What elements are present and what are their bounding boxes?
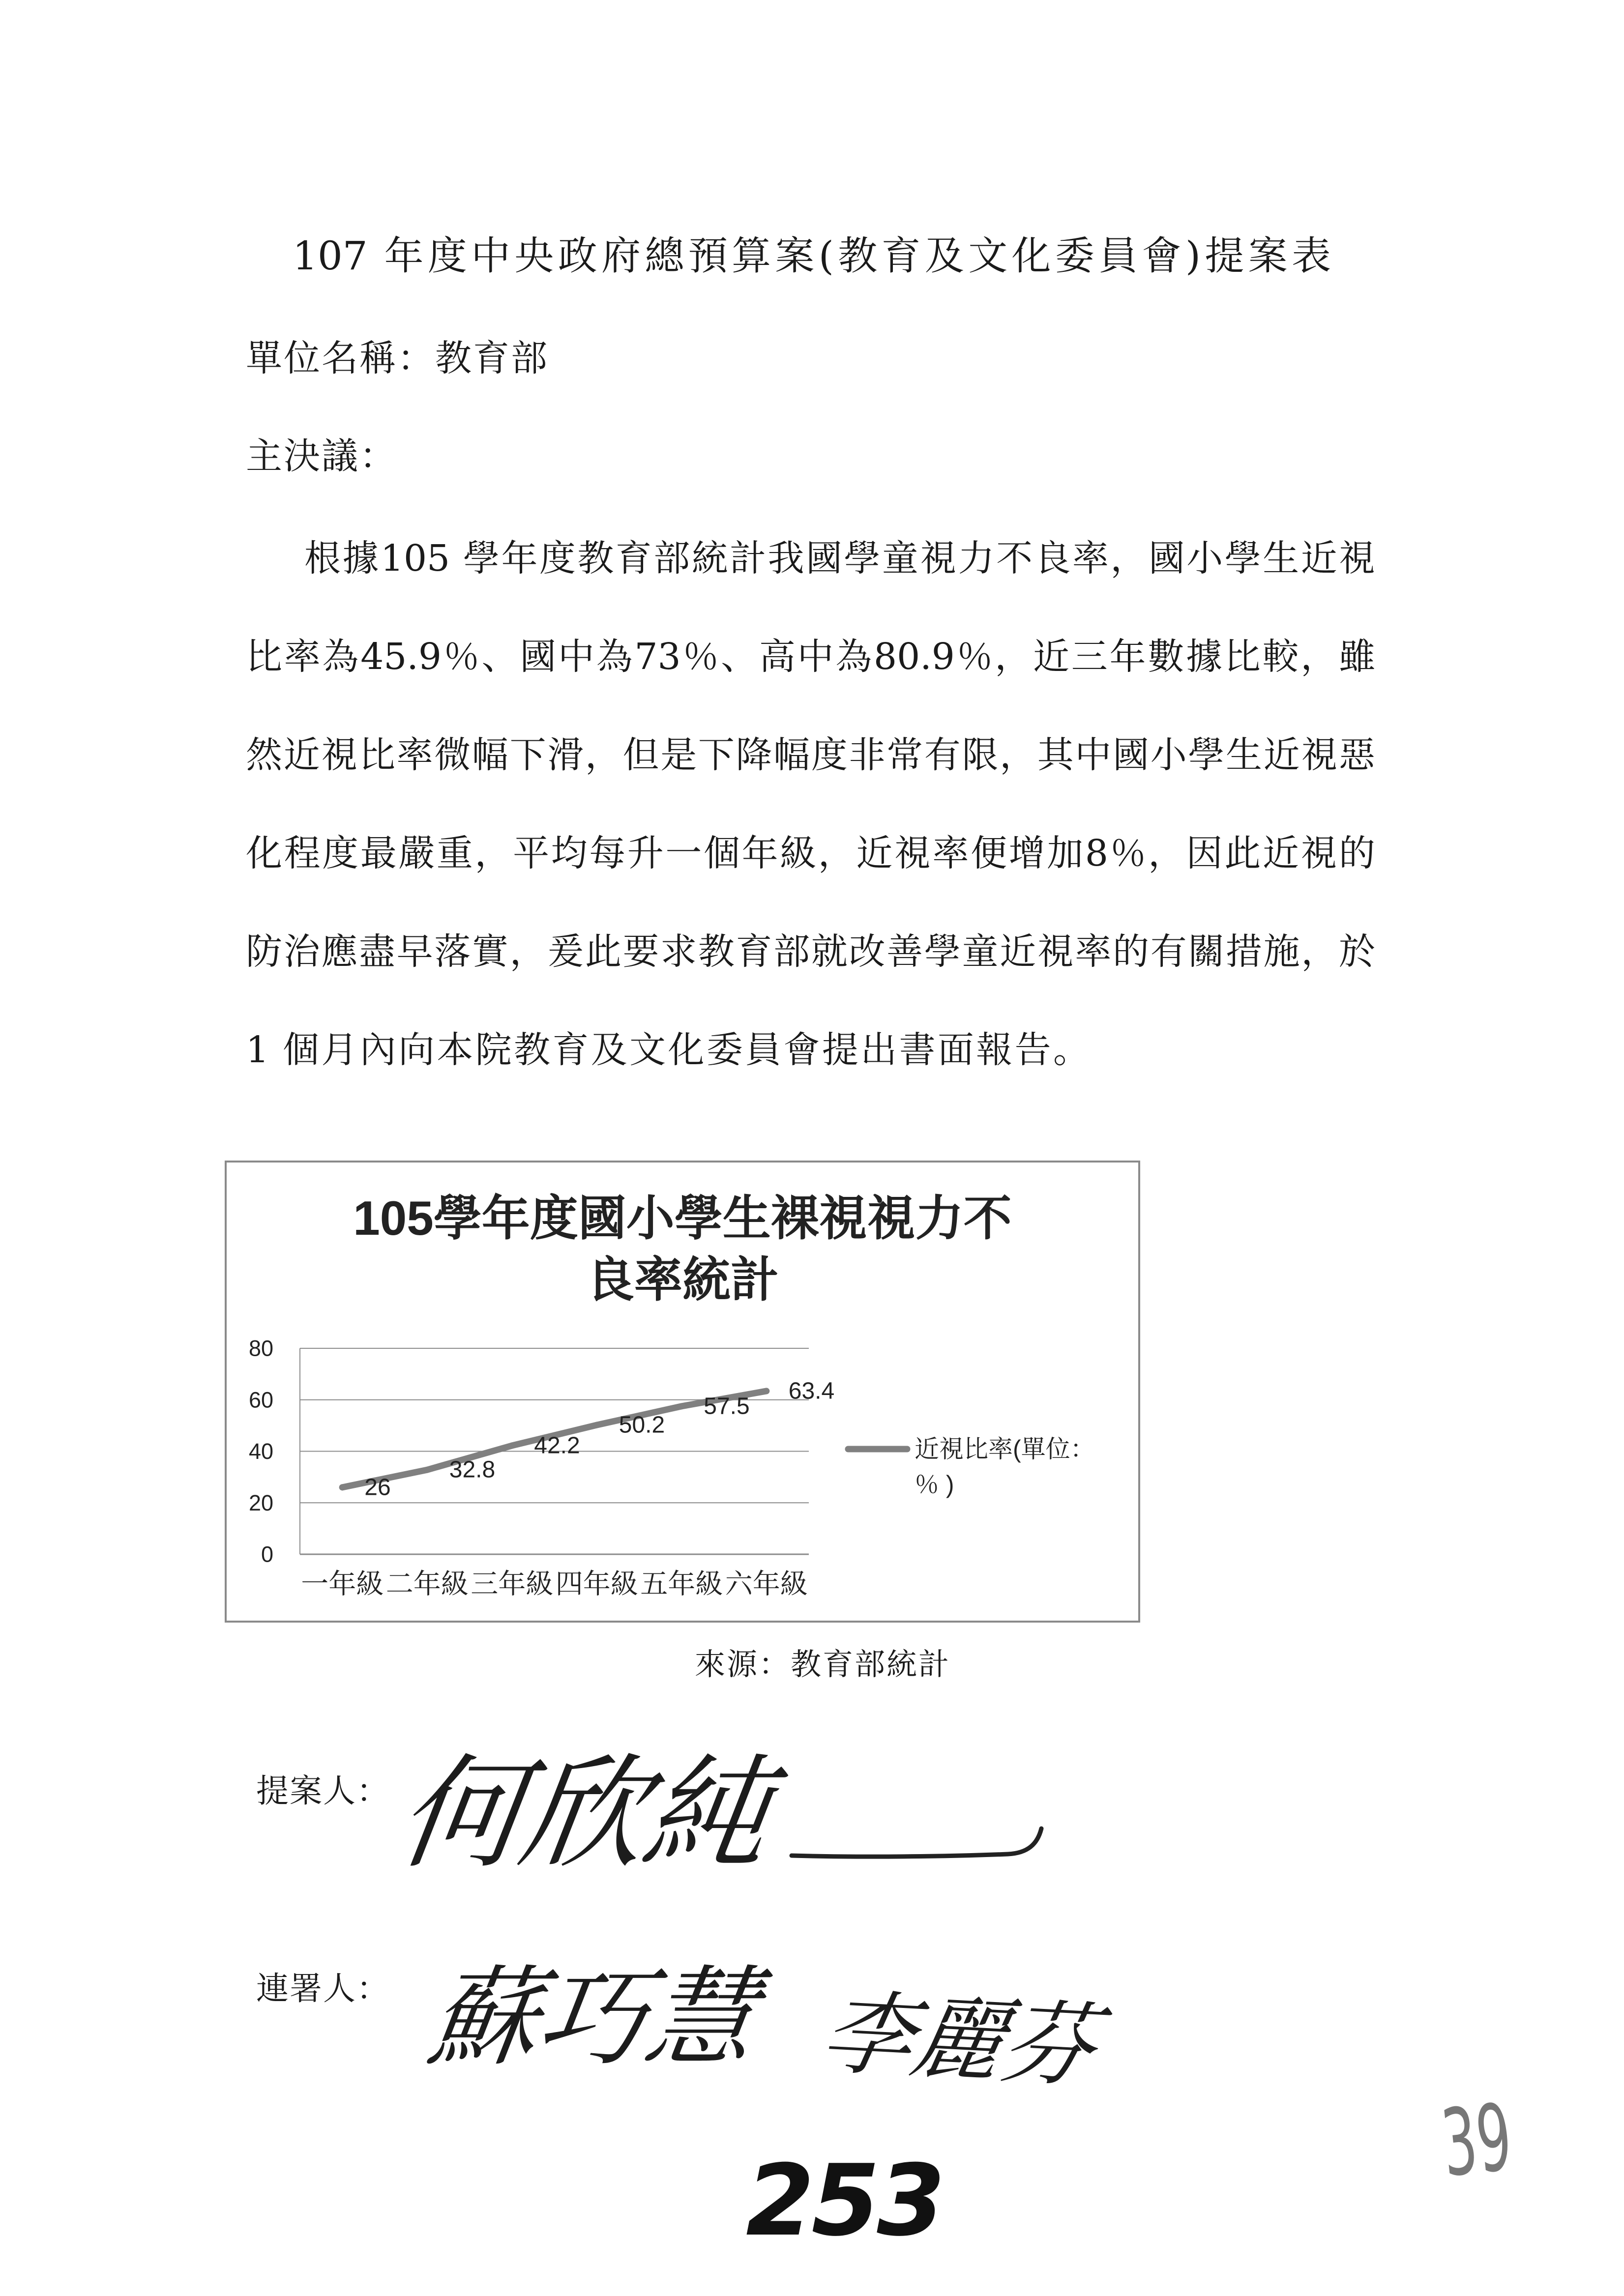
signature-tail-stroke — [762, 1809, 1057, 1878]
data-label: 63.4 — [788, 1378, 835, 1404]
data-point — [593, 1422, 600, 1428]
y-tick-label: 40 — [248, 1439, 273, 1464]
myopia-line-chart — [225, 1161, 1140, 1623]
data-point — [339, 1484, 346, 1490]
y-tick-label: 0 — [261, 1541, 273, 1567]
data-label: 50.2 — [619, 1412, 665, 1438]
data-point — [679, 1403, 685, 1409]
resolution-body — [246, 509, 1375, 1099]
cosigner-signature: 蘇巧慧 — [421, 1955, 764, 2081]
data-point — [424, 1467, 430, 1473]
handwritten-margin-note: 39 — [1437, 2084, 1517, 2198]
proposer-signature: 何欣純 — [389, 1742, 779, 1885]
body-line: 化程度最嚴重，平均每升一個年級，近視率便增加8％，因此近視的 — [246, 832, 1375, 874]
cosigner-label: 連署人： — [256, 1970, 390, 2007]
x-tick-label: 一年級 — [301, 1568, 384, 1599]
x-tick-label: 二年級 — [385, 1568, 469, 1599]
body-line: 1 個月內向本院教育及文化委員會提出書面報告。 — [246, 1029, 1090, 1071]
handwritten-page-number: 253 — [746, 2144, 943, 2258]
data-label: 32.8 — [449, 1456, 496, 1483]
resolution-heading: 主決議： — [246, 435, 397, 477]
chart-title: 105學年度國小學生裸視視力不良率統計 — [353, 1191, 1012, 1307]
y-tick-label: 60 — [248, 1387, 273, 1413]
y-tick-label: 20 — [248, 1490, 273, 1515]
unit-name: 單位名稱：教育部 — [246, 337, 549, 379]
y-tick-label: 80 — [248, 1336, 273, 1361]
data-point — [509, 1442, 515, 1449]
x-tick-label: 四年級 — [555, 1568, 638, 1599]
chart-source: 來源：教育部統計 — [695, 1646, 951, 1682]
document-title: 107 年度中央政府總預算案(教育及文化委員會)提案表 — [293, 233, 1331, 279]
data-label: 57.5 — [704, 1393, 750, 1420]
data-label: 26 — [364, 1474, 391, 1501]
x-tick-label: 五年級 — [640, 1568, 723, 1599]
proposer-label: 提案人： — [256, 1772, 390, 1810]
body-line: 根據105 學年度教育部統計我國學童視力不良率，國小學生近視 — [304, 537, 1375, 580]
cosigner-signature: 李麗芬 — [813, 1979, 1104, 2100]
body-line: 防治應盡早落實，爰此要求教育部就改善學童近視率的有關措施，於 — [246, 930, 1375, 973]
body-line: 然近視比率微幅下滑，但是下降幅度非常有限，其中國小學生近視惡 — [246, 734, 1375, 776]
data-point — [763, 1388, 769, 1394]
body-line: 比率為45.9％、國中為73％、高中為80.9％，近三年數據比較，雖 — [246, 636, 1375, 678]
x-tick-label: 三年級 — [471, 1568, 554, 1599]
signature-stroke — [792, 1829, 1041, 1857]
data-label: 42.2 — [534, 1432, 580, 1459]
legend-label: 近視比率(單位：％ ) — [915, 1435, 1095, 1498]
x-tick-label: 六年級 — [725, 1568, 808, 1599]
